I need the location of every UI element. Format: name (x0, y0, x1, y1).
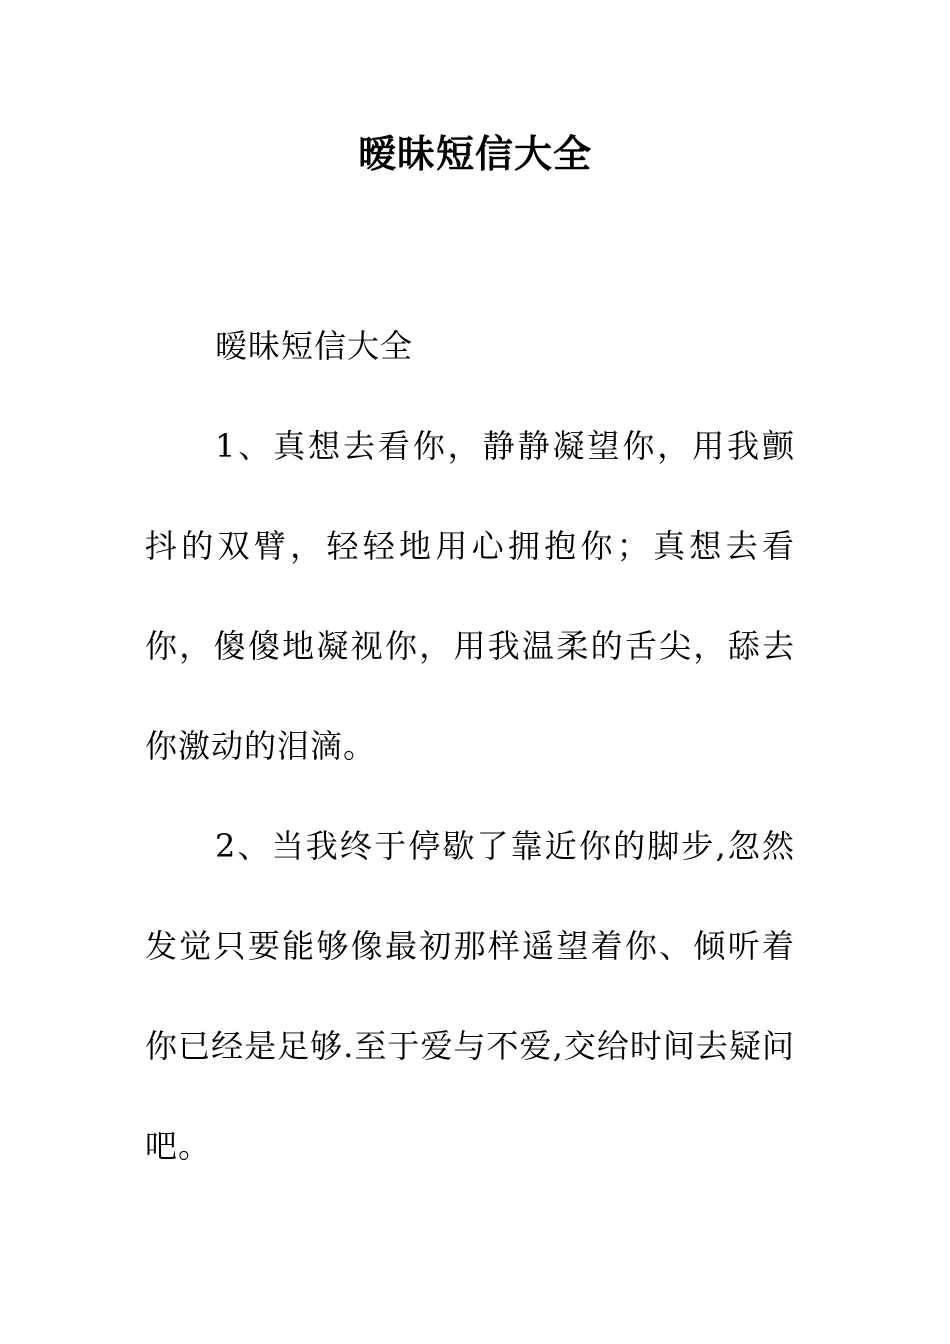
paragraph-item-2: 2、当我终于停歇了靠近你的脚步,忽然发觉只要能够像最初那样遥望着你、倾听着你已经是足够.至于爱与不爱,交给时间去疑问吧。 (145, 827, 795, 1165)
paragraph-subtitle: 暧昧短信大全 (215, 327, 414, 365)
document-title: 暧昧短信大全 (357, 132, 592, 176)
document-body (145, 296, 795, 1196)
paragraph-item-1: 1、真想去看你，静静凝望你，用我颤抖的双臂，轻轻地用心拥抱你；真想去看你，傻傻地凝视你，用我温柔的舌尖，舔去你激动的泪滴。 (145, 427, 795, 765)
